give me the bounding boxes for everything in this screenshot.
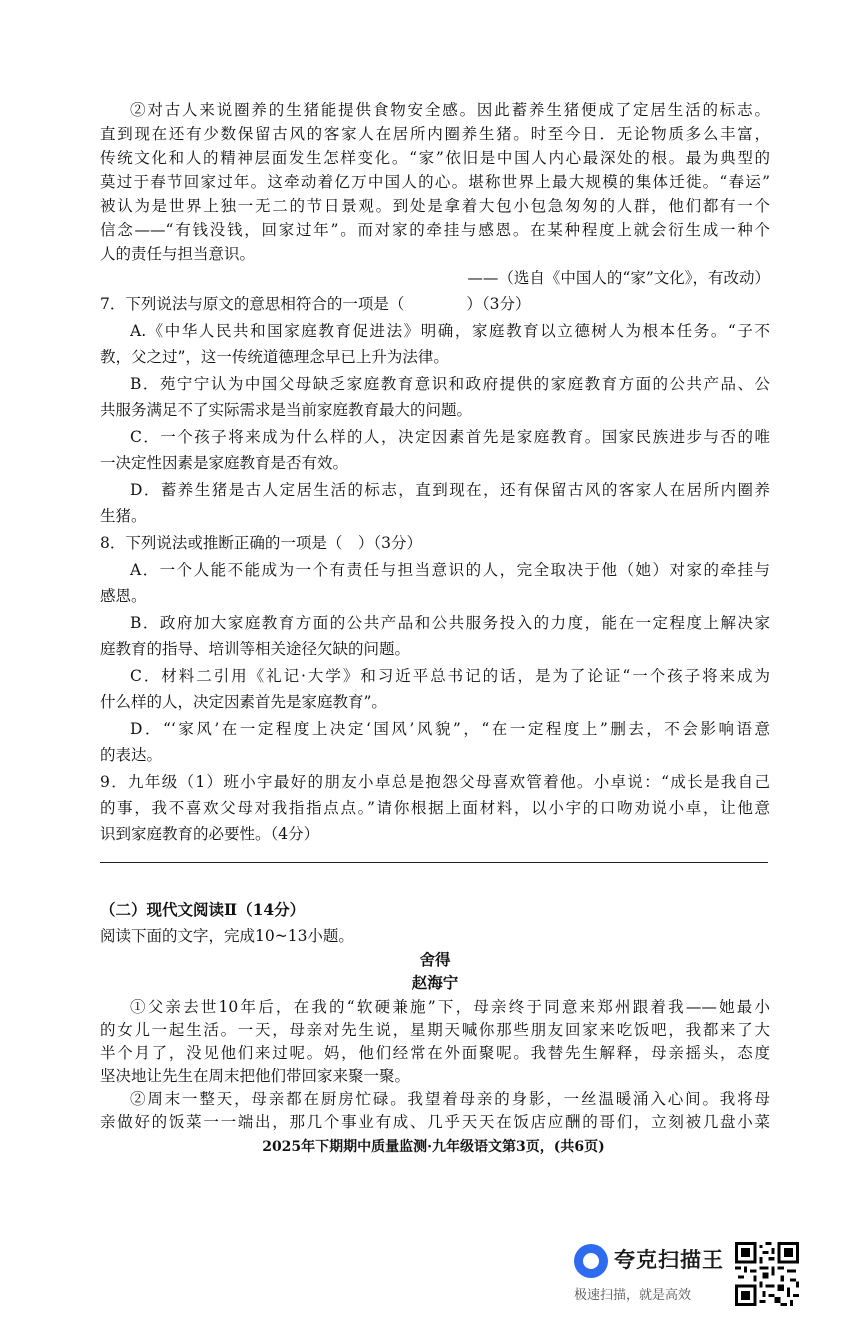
question-9-line: 9．九年级（1）班小宇最好的朋友小卓总是抱怨父母喜欢管着他。小卓说：“成长是我自己 [100, 773, 770, 791]
article-title: 舍得 [419, 950, 451, 969]
q8-option-b: B．政府加大家庭教育方面的公共产品和公共服务投入的力度，能在一定程度上解决家 [130, 614, 770, 632]
article-line: 半个月了，没见他们来过呢。妈，他们经常在外面聚呢。我替先生解释，母亲摇头，态度 [100, 1044, 770, 1062]
passage-line: ②对古人来说圈养的生猪能提供食物安全感。因此蓄养生猪便成了定居生活的标志。 [130, 101, 770, 119]
question-8-stem: 8．下列说法或推断正确的一项是（ ）（3分） [100, 534, 422, 552]
q8-option-a-cont: 感恩。 [100, 587, 147, 605]
section-instruction: 阅读下面的文字，完成10~13小题。 [100, 927, 354, 945]
question-7-stem: 7．下列说法与原文的意思相符合的一项是（ ）（3分） [100, 295, 531, 313]
passage-line: 被认为是世界上独一无二的节日景观。到处是拿着大包小包急匆匆的人群，他们都有一个 [100, 197, 770, 215]
scanner-slogan: 极速扫描，就是高效 [574, 1288, 692, 1303]
q8-option-d-cont: 的表达。 [100, 746, 163, 764]
article-line: 的女儿一起生活。一天，母亲对先生说，星期天喊你那些朋友回家来吃饭吧，我都来了大 [100, 1021, 770, 1039]
q8-option-c-cont: 什么样的人，决定因素首先是家庭教育”。 [100, 693, 387, 711]
scanner-logo-icon [574, 1244, 608, 1278]
article-line: ①父亲去世10年后，在我的“软硬兼施”下，母亲终于同意来郑州跟着我——她最小 [130, 998, 770, 1016]
q7-option-a: A.《中华人民共和国家庭教育促进法》明确，家庭教育以立德树人为根本任务。“子不 [130, 322, 770, 340]
qr-code-icon [735, 1242, 799, 1306]
passage-line: 直到现在还有少数保留古风的客家人在居所内圈养生猪。时至今日．无论物质多么丰富， [100, 125, 770, 143]
scanner-watermark [572, 1242, 732, 1306]
passage-line: 莫过于春节回家过年。这牵动着亿万中国人的心。堪称世界上最大规模的集体迁徙。“春运” [100, 173, 770, 191]
q8-option-b-cont: 庭教育的指导、培训等相关途径欠缺的问题。 [100, 640, 411, 658]
answer-line [100, 862, 768, 863]
section-heading: （二）现代文阅读Ⅱ（14分） [100, 900, 306, 919]
article-line: 亲做好的饭菜一一端出，那几个事业有成、几乎天天在饭店应酬的哥们，立刻被几盘小菜 [100, 1113, 770, 1131]
passage-line: 人的责任与担当意识。 [100, 245, 256, 263]
q8-option-d: D．“‘家风’在一定程度上决定‘国风’风貌”，“在一定程度上”删去，不会影响语意 [130, 720, 770, 738]
q7-option-b-cont: 共服务满足不了实际需求是当前家庭教育最大的问题。 [100, 401, 473, 419]
article-line: 坚决地让先生在周末把他们带回家来聚一聚。 [100, 1067, 411, 1085]
q7-option-b: B．苑宁宁认为中国父母缺乏家庭教育意识和政府提供的家庭教育方面的公共产品、公 [130, 375, 770, 393]
passage-source: ——（选自《中国人的“家”文化》，有改动） [467, 269, 770, 287]
q7-option-d: D．蓄养生猪是古人定居生活的标志，直到现在，还有保留古风的客家人在居所内圈养 [130, 481, 770, 499]
q7-option-c-cont: 一决定性因素是家庭教育是否有效。 [100, 454, 349, 472]
q7-option-c: C．一个孩子将来成为什么样的人，决定因素首先是家庭教育。国家民族进步与否的唯 [130, 428, 770, 446]
question-9-line: 的事，我不喜欢父母对我指指点点。”请你根据上面材料，以小宇的口吻劝说小卓，让他意 [100, 799, 770, 817]
q7-option-d-cont: 生猪。 [100, 507, 147, 525]
q7-option-a-cont: 教，父之过”，这一传统道德理念早已上升为法律。 [100, 348, 449, 366]
q8-option-a: A．一个人能不能成为一个有责任与担当意识的人，完全取决于他（她）对家的牵挂与 [130, 561, 770, 579]
page-footer: 2025年下期期中质量监测·九年级语文第3页，(共6页) [262, 1139, 605, 1155]
scanner-brand-name: 夸克扫描王 [614, 1248, 724, 1272]
passage-line: 传统文化和人的精神层面发生怎样变化。“家”依旧是中国人内心最深处的根。最为典型的 [100, 149, 770, 167]
question-9-line: 识到家庭教育的必要性。（4分） [100, 825, 320, 843]
article-line: ②周末一整天，母亲都在厨房忙碌。我望着母亲的身影，一丝温暖涌入心间。我将母 [130, 1090, 770, 1108]
article-author: 赵海宁 [411, 973, 459, 992]
passage-line: 信念——“有钱没钱，回家过年”。而对家的牵挂与感恩。在某种程度上就会衍生成一种个 [100, 221, 770, 239]
q8-option-c: C．材料二引用《礼记·大学》和习近平总书记的话，是为了论证“一个孩子将来成为 [130, 667, 770, 685]
